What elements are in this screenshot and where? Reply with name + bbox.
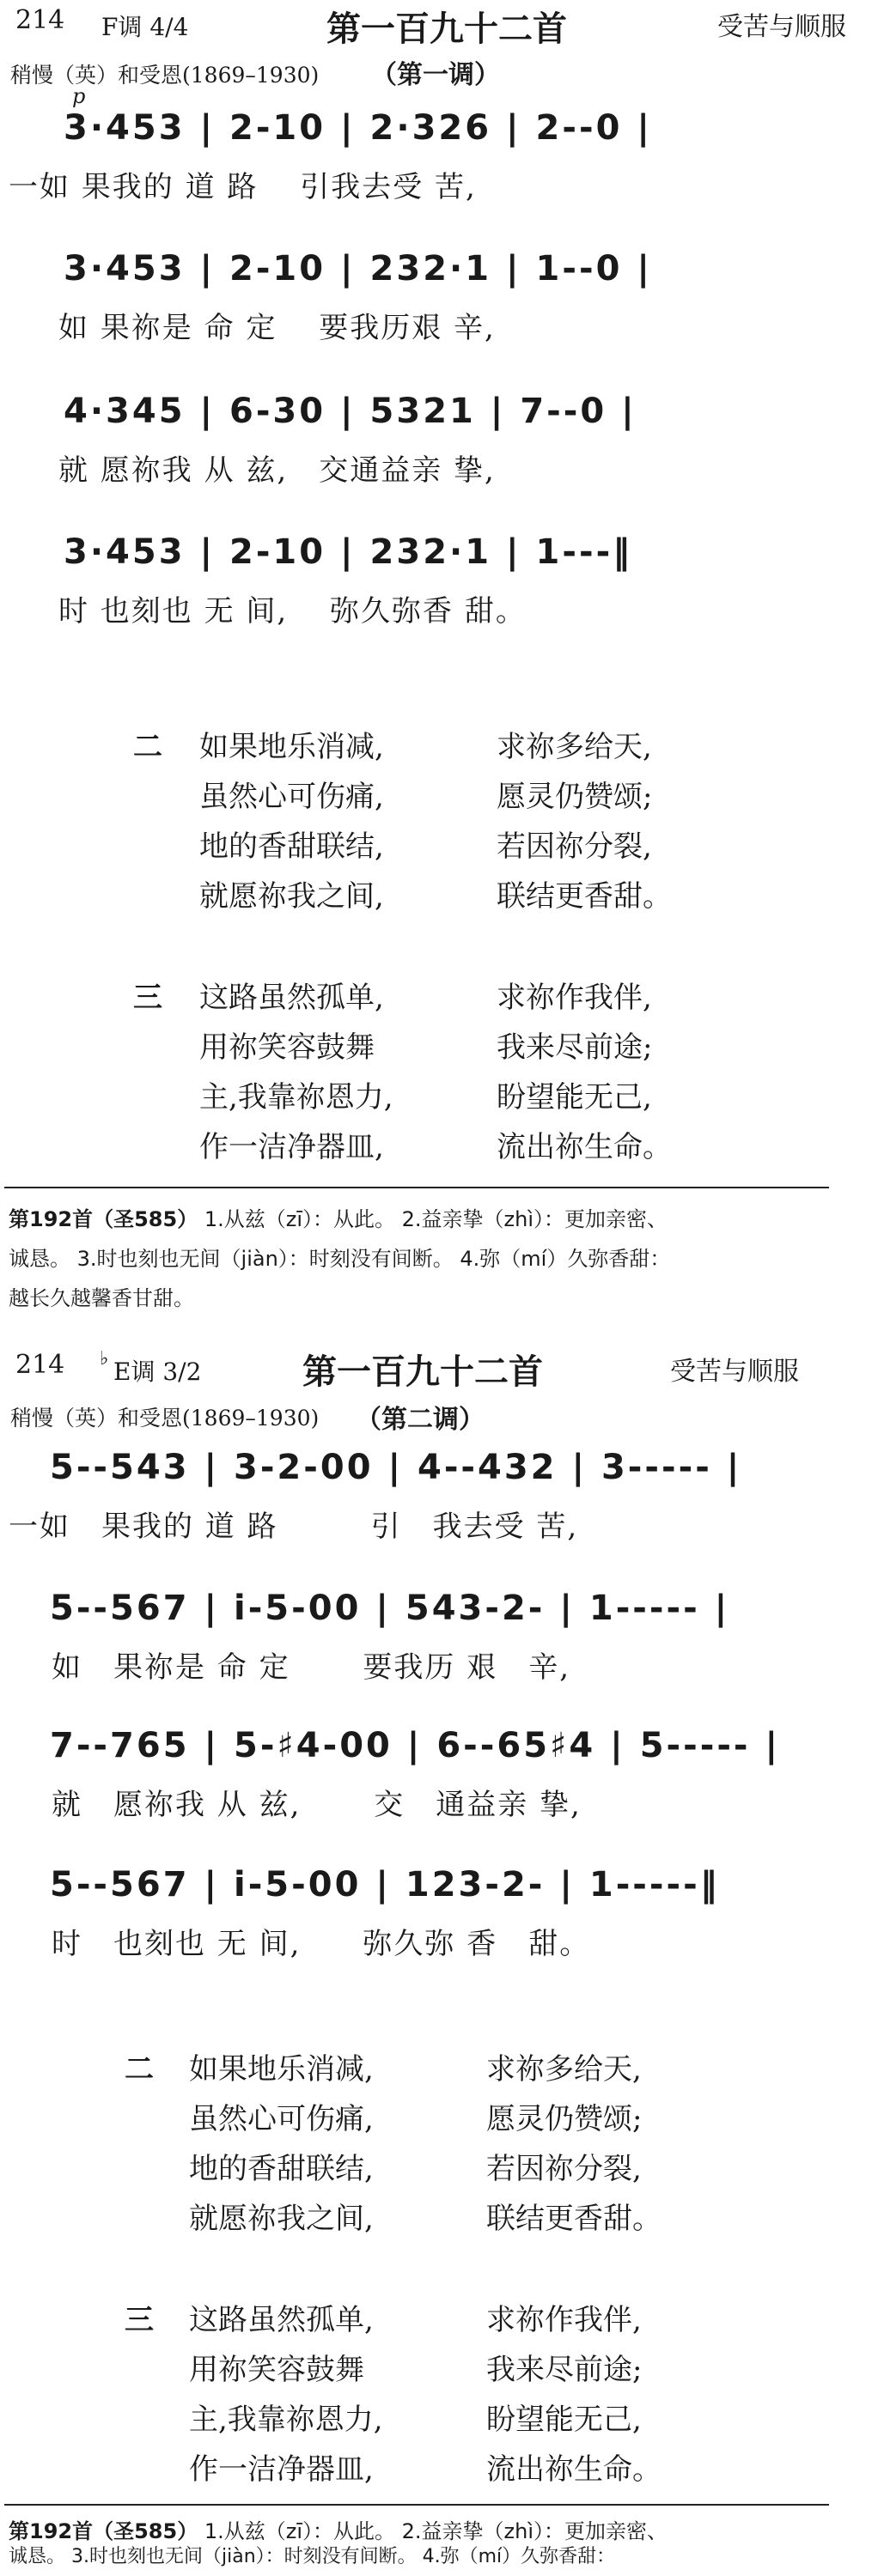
footnote-line-2: 诚恳。 3.时也刻也无间（jiàn）：时刻没有间断。 4.弥（mí）久弥香甜：	[9, 1247, 671, 1271]
composer-line: 稍慢（英）和受恩(1869–1930)	[10, 1406, 320, 1431]
stanza3-line1-a: 这路虽然孤单,	[199, 981, 384, 1015]
category-label: 受苦与顺服	[717, 12, 846, 42]
notation-line-1: 5--543 | 3-2-00 | 4--432 | 3----- |	[50, 1448, 742, 1487]
stanza3-line3-a: 主,我靠祢恩力,	[199, 1080, 393, 1115]
stanza-number-3: 三	[125, 2303, 154, 2337]
lyric-line-2: 如 果祢是 命 定 要我历 艰 辛,	[52, 1650, 571, 1685]
notation-line-1: 3·453 | 2-10 | 2·326 | 2--0 |	[64, 108, 652, 148]
key-signature: E调 3/2	[113, 1358, 202, 1386]
stanza2-line4-b: 联结更香甜。	[486, 2202, 661, 2236]
tune-label: （第二调）	[356, 1405, 485, 1435]
stanza3-line1-a: 这路虽然孤单,	[189, 2303, 374, 2337]
stanza2-line3-b: 若因祢分裂,	[497, 829, 652, 864]
footnote-line-2: 诚恳。 3.时也刻也无间（jiàn）：时刻没有间断。 4.弥（mí）久弥香甜：	[9, 2546, 616, 2567]
footnote-text-1: 1.从兹（zī）：从此。 2.益亲挚（zhì）：更加亲密、	[198, 1207, 668, 1231]
key-signature: F调 4/4	[101, 13, 189, 41]
page-number: 214	[15, 5, 65, 35]
lyric-line-4: 时 也刻也 无 间, 弥久弥香 甜。	[58, 594, 527, 629]
stanza3-line2-b: 我来尽前途;	[486, 2353, 643, 2387]
lyric-line-1: 一如 果我的 道 路 引我去受 苦,	[9, 170, 477, 204]
lyric-line-2: 如 果祢是 命 定 要我历艰 辛,	[58, 311, 496, 345]
notation-line-2: 5--567 | i-5-00 | 543-2- | 1----- |	[50, 1589, 730, 1628]
notation-line-3: 4·345 | 6-30 | 5321 | 7--0 |	[64, 392, 637, 431]
stanza3-line4-b: 流出祢生命。	[497, 1130, 672, 1164]
footnote-line-1	[9, 1202, 668, 1232]
lyric-line-3: 就 愿祢我 从 兹, 交通益亲 挚,	[58, 453, 496, 488]
stanza2-line1-b: 求祢多给天,	[497, 730, 652, 764]
page-number: 214	[15, 1350, 65, 1380]
stanza2-line2-a: 虽然心可伤痛,	[189, 2102, 374, 2136]
stanza3-line3-b: 盼望能无己,	[486, 2403, 642, 2437]
hymn-title: 第一百九十二首	[302, 1352, 543, 1392]
notation-line-4: 5--567 | i-5-00 | 123-2- | 1-----‖	[50, 1865, 720, 1905]
footnote-ref: 第192首（圣585）	[9, 1207, 198, 1231]
hymn-title: 第一百九十二首	[326, 9, 567, 49]
stanza2-line1-b: 求祢多给天,	[486, 2052, 642, 2087]
stanza3-line2-a: 用祢笑容鼓舞	[189, 2353, 364, 2387]
notation-line-3: 7--765 | 5-♯4-00 | 6--65♯4 | 5----- |	[50, 1726, 781, 1765]
stanza2-line1-a: 如果地乐消减,	[199, 730, 384, 764]
stanza2-line4-a: 就愿祢我之间,	[189, 2202, 374, 2236]
notation-line-2: 3·453 | 2-10 | 232·1 | 1--0 |	[64, 249, 652, 289]
footnote-ref: 第192首（圣585）	[9, 2519, 198, 2543]
composer-line: 稍慢（英）和受恩(1869–1930)	[10, 63, 320, 88]
stanza3-line2-a: 用祢笑容鼓舞	[199, 1030, 375, 1065]
tune-label: （第一调）	[371, 60, 500, 90]
footnote-divider	[4, 1187, 829, 1188]
footnote-divider	[4, 2504, 829, 2506]
stanza3-line4-a: 作一洁净器皿,	[199, 1130, 384, 1164]
stanza2-line2-a: 虽然心可伤痛,	[199, 780, 384, 814]
stanza2-line3-b: 若因祢分裂,	[486, 2152, 642, 2186]
dynamic-marking: p	[72, 84, 86, 108]
footnote-text-1: 1.从兹（zī）：从此。 2.益亲挚（zhì）：更加亲密、	[198, 2519, 668, 2543]
stanza2-line2-b: 愿灵仍赞颂;	[497, 780, 653, 814]
stanza2-line3-a: 地的香甜联结,	[199, 829, 384, 864]
lyric-line-4: 时 也刻也 无 间, 弥久弥 香 甜。	[52, 1927, 591, 1961]
stanza-number-2: 二	[125, 2052, 154, 2087]
stanza2-line2-b: 愿灵仍赞颂;	[486, 2102, 643, 2136]
stanza3-line4-a: 作一洁净器皿,	[189, 2452, 374, 2487]
lyric-line-3: 就 愿祢我 从 兹, 交 通益亲 挚,	[52, 1788, 582, 1822]
stanza3-line3-b: 盼望能无己,	[497, 1080, 652, 1115]
stanza2-line3-a: 地的香甜联结,	[189, 2152, 374, 2186]
notation-line-4: 3·453 | 2-10 | 232·1 | 1---‖	[64, 532, 633, 572]
stanza2-line4-a: 就愿祢我之间,	[199, 879, 384, 914]
stanza-number-3: 三	[133, 981, 162, 1015]
stanza2-line1-a: 如果地乐消减,	[189, 2052, 374, 2087]
stanza3-line1-b: 求祢作我伴,	[497, 981, 652, 1015]
category-label: 受苦与顺服	[670, 1357, 799, 1387]
footnote-line-3: 越长久越馨香甘甜。	[9, 1286, 194, 1310]
stanza3-line1-b: 求祢作我伴,	[486, 2303, 642, 2337]
footnote-line-1	[9, 2514, 668, 2544]
stanza3-line3-a: 主,我靠祢恩力,	[189, 2403, 383, 2437]
stanza-number-2: 二	[133, 730, 162, 764]
lyric-line-1: 一如 果我的 道 路 引 我去受 苦,	[9, 1510, 579, 1544]
stanza2-line4-b: 联结更香甜。	[497, 879, 672, 914]
flat-sign: ♭	[100, 1348, 109, 1370]
stanza3-line4-b: 流出祢生命。	[486, 2452, 661, 2487]
stanza3-line2-b: 我来尽前途;	[497, 1030, 653, 1065]
